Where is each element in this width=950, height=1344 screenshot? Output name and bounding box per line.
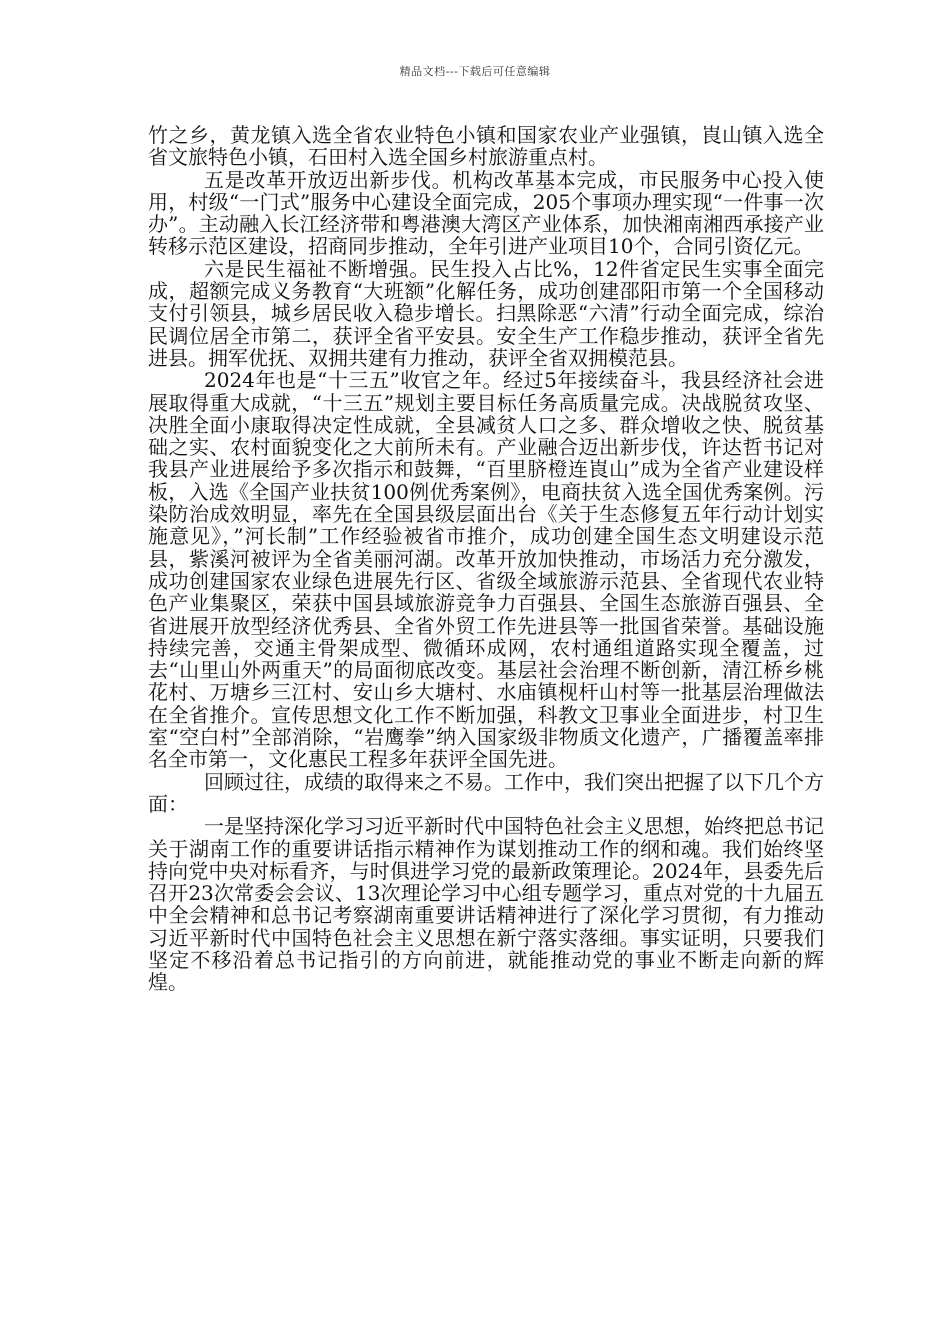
paragraph-continuation: 竹之乡，黄龙镇入选全省农业特色小镇和国家农业产业强镇，崀山镇入选全省文旅特色小镇，石田村入选全国乡村旅游重点村。 — [148, 123, 824, 170]
paragraph-livelihood: 六是民生福祉不断增强。民生投入占比%，12件省定民生实事全面完成，超额完成义务教育“大班额”化解任务，成功创建邵阳市第一个全国移动支付引领县，城乡居民收入稳步增长。扫黑除恶“六清”行动全面完成，综治民调位居全市第二，获评全省平安县。安全生产工作稳步推动，获评全省先进县。拥军优抚、双拥共建有力推动，获评全省双拥模范县。 — [148, 256, 824, 370]
document-body — [148, 124, 824, 994]
paragraph-first-point: 一是坚持深化学习习近平新时代中国特色社会主义思想，始终把总书记关于湖南工作的重要讲话指示精神作为谋划推动工作的纲和魂。我们始终坚持向党中央对标看齐，与时俱进学习党的最新政策理论。2024年，县委先后召开23次常委会会议、13次理论学习中心组专题学习，重点对党的十九届五中全会精神和总书记考察湖南重要讲话精神进行了深化学习贯彻，有力推动习近平新时代中国特色社会主义思想在新宁落实落细。事实证明，只要我们坚定不移沿着总书记指引的方向前进，就能推动党的事业不断走向新的辉煌。 — [148, 814, 824, 995]
page-header: 精品文档---下载后可任意编辑 — [399, 65, 551, 78]
paragraph-review: 回顾过往，成绩的取得来之不易。工作中，我们突出把握了以下几个方面： — [148, 769, 824, 816]
paragraph-thirteenth-five-year: 2024年也是“十三五”收官之年。经过5年接续奋斗，我县经济社会进展取得重大成就，“十三五”规划主要目标任务高质量完成。决战脱贫攻坚、决胜全面小康取得决定性成就，全县减贫人口之多、群众增收之快、脱贫基础之实、农村面貌变化之大前所未有。产业融合迈出新步伐，许达哲书记对我县产业进展给予多次指示和鼓舞，“百里脐橙连崀山”成为全省产业建设样板，入选《全国产业扶贫100例优秀案例》，电商扶贫入选全国优秀案例。污染防治成效明显，率先在全国县级层面出台《关于生态修复五年行动计划实施意见》，”河长制”工作经验被省市推介，成功创建全国生态文明建设示范县，紫溪河被评为全省美丽河湖。改革开放加快推动，市场活力充分激发，成功创建国家农业绿色进展先行区、省级全域旅游示范县、全省现代农业特色产业集聚区，荣获中国县域旅游竞争力百强县、全国生态旅游百强县、全省进展开放型经济优秀县、全省外贸工作先进县等一批国省荣誉。基础设施持续完善，交通主骨架成型、微循环成网，农村通组道路实现全覆盖，过去“山里山外两重天”的局面彻底改变。基层社会治理不断创新，清江桥乡桃花村、万塘乡三江村、安山乡大塘村、水庙镇枧杆山村等一批基层治理做法在全省推介。宣传思想文化工作不断加强，科教文卫事业全面进步，村卫生室“空白村”全部消除，“岩鹰拳”纳入国家级非物质文化遗产，广播覆盖率排名全市第一，文化惠民工程多年获评全国先进。 — [148, 368, 824, 772]
paragraph-reform-opening: 五是改革开放迈出新步伐。机构改革基本完成，市民服务中心投入使用，村级“一门式”服务中心建设全面完成，205个事项办理实现“一件事一次办”。主动融入长江经济带和粤港澳大湾区产业体系，加快湘南湘西承接产业转移示范区建设，招商同步推动，全年引进产业项目10个，合同引资亿元。 — [148, 167, 824, 259]
